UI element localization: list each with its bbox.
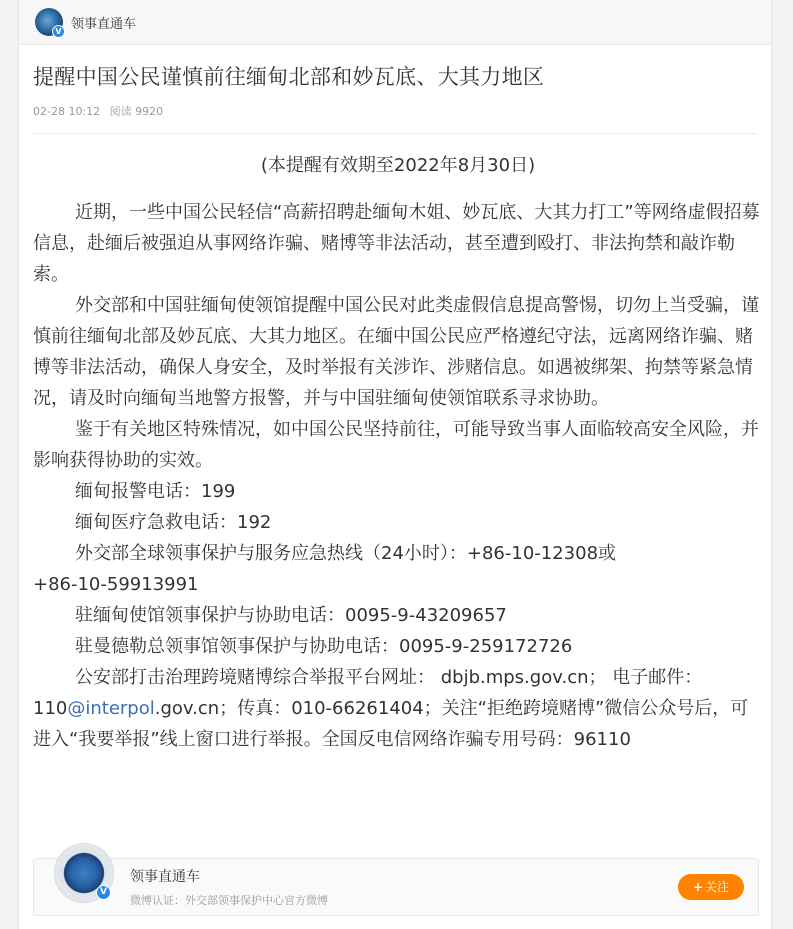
read-count: 阅读 9920 [109,105,164,118]
follow-button[interactable] [678,874,744,900]
account-avatar[interactable] [35,8,63,36]
medical-phone: 缅甸医疗急救电话：192 [75,512,272,533]
report-paragraph [33,662,763,755]
plus-icon: + [692,880,704,894]
verified-icon: V [52,25,65,38]
article-title: 提醒中国公民谨慎前往缅甸北部和妙瓦底、大其力地区 [33,65,545,89]
hotline-line-2: +86-10-59913991 [33,574,199,595]
article-body [33,150,763,755]
verified-icon: V [96,885,111,900]
divider [33,133,757,134]
account-name[interactable]: 领事直通车 [71,17,137,32]
author-card [33,858,759,916]
article-meta [33,103,163,119]
weibo-article-page [18,0,772,929]
consulate-phone: 驻曼德勒总领事馆领事保护与协助电话：0095-9-259172726 [75,636,573,657]
author-certification: 微博认证：外交部领事保护中心官方微博 [130,894,328,907]
follow-label: 关注 [705,880,730,894]
paragraph-3: 鉴于有关地区特殊情况，如中国公民坚持前往，可能导致当事人面临较高安全风险，并影响获得协助的实效。 [33,419,759,471]
report-text-b: .gov.cn；传真：010-66261404；关注“拒绝跨境赌博”微信公众号后，可进入“我要举报”线上窗口进行举报。全国反电信网络诈骗专用号码：96110 [33,698,749,750]
police-phone: 缅甸报警电话：199 [75,481,236,502]
author-avatar[interactable] [54,843,114,903]
interpol-link[interactable]: @interpol [67,698,155,719]
paragraph-2: 外交部和中国驻缅甸使领馆提醒中国公民对此类虚假信息提高警惕，切勿上当受骗，谨慎前往缅甸北部及妙瓦底、大其力地区。在缅中国公民应严格遵纪守法，远离网络诈骗、赌博等非法活动，确保人身安全，及时举报有关涉诈、涉赌信息。如遇被绑架、拘禁等紧急情况，请及时向缅甸当地警方报警，并与中国驻缅甸使领馆联系寻求协助。 [33,295,759,409]
embassy-phone: 驻缅甸使馆领事保护与协助电话：0095-9-43209657 [75,605,507,626]
hotline-line-1: 外交部全球领事保护与服务应急热线（24小时）：+86-10-12308或 [75,543,617,564]
paragraph-1: 近期，一些中国公民轻信“高薪招聘赴缅甸木姐、妙瓦底、大其力打工”等网络虚假招募信息，赴缅后被强迫从事网络诈骗、赌博等非法活动，甚至遭到殴打、非法拘禁和敲诈勒索。 [33,202,760,285]
publish-date: 02-28 10:12 [33,105,101,118]
account-bar [19,0,771,45]
report-text-a: 公安部打击治理跨境赌博综合举报平台网址： dbjb.mps.gov.cn； 电子邮件：110 [33,667,703,719]
author-name[interactable]: 领事直通车 [130,869,200,885]
validity-note: (本提醒有效期至2022年8月30日) [260,155,536,176]
